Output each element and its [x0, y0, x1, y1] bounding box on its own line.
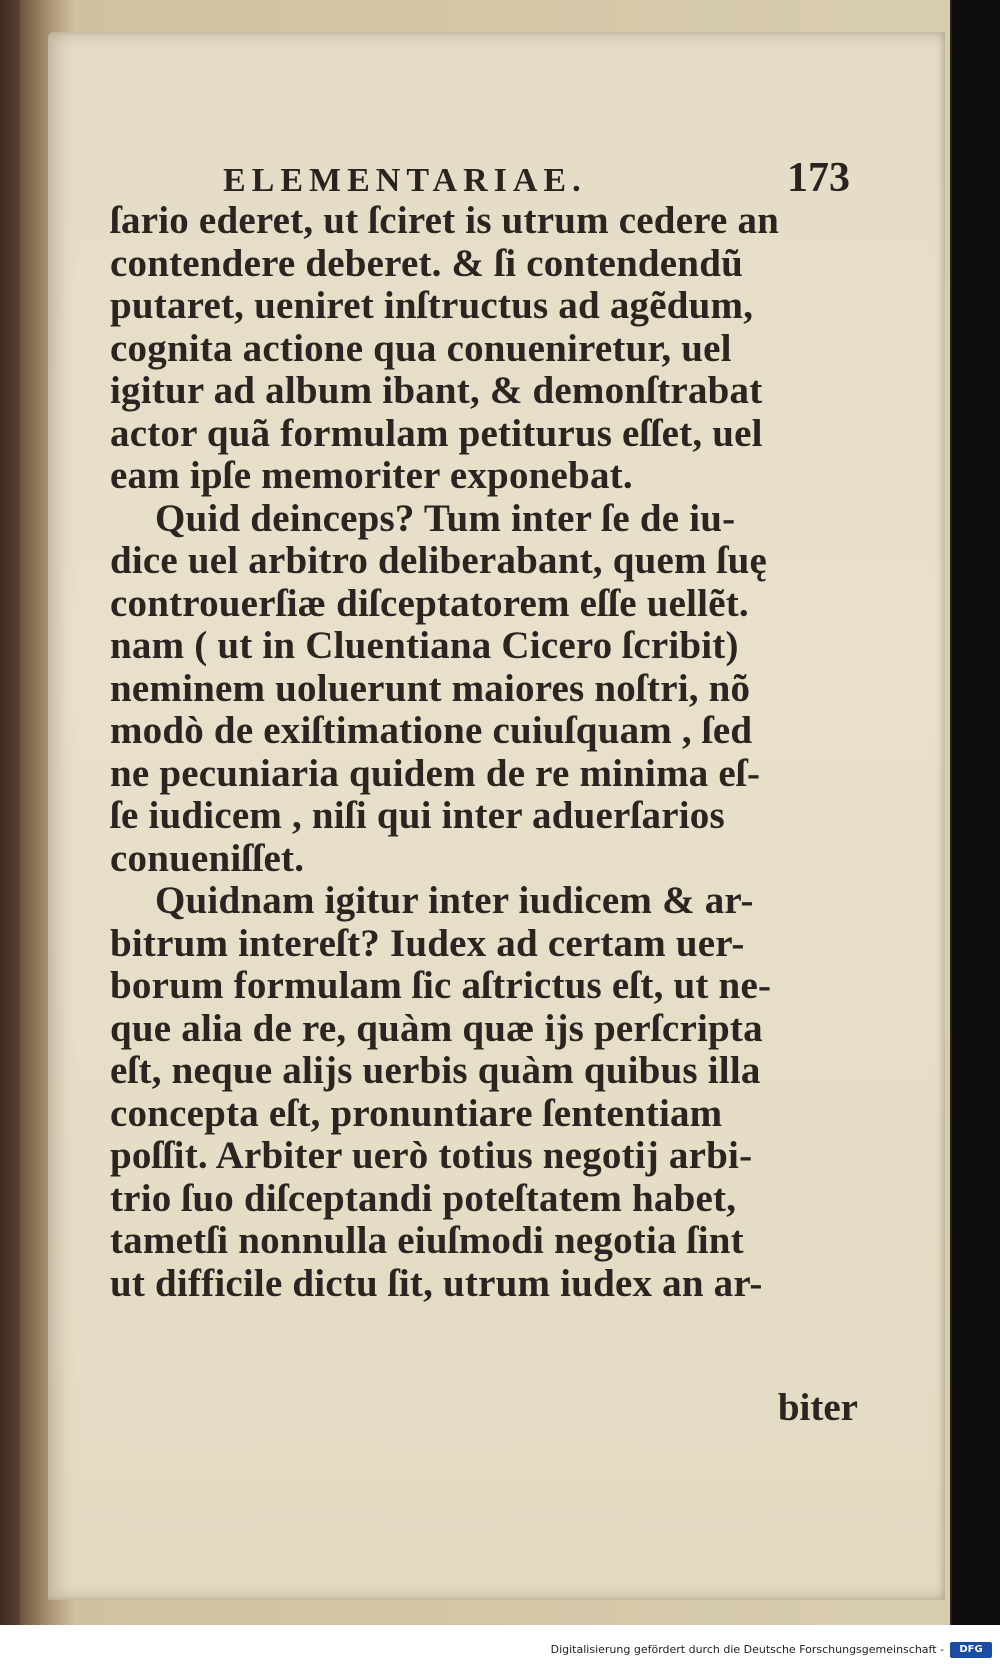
text-line: conueniſſet.: [110, 836, 305, 880]
text-line: actor quã formulam petiturus eſſet, uel: [110, 411, 763, 455]
text-line: dice uel arbitro deliberabant, quem ſuę: [110, 539, 768, 582]
running-title: ELEMENTARIAE.: [223, 162, 587, 199]
digitization-footer: [0, 1625, 1000, 1664]
text-line: que alia de re, quàm quæ ijs perſcripta: [110, 1006, 763, 1050]
text-line: ſe iudicem , niſi qui inter aduerſarios: [110, 794, 725, 837]
dfg-logo: DFG: [950, 1642, 992, 1658]
catchword: biter: [777, 1386, 858, 1429]
text-line: Quid deinceps? Tum inter ſe de iu-: [155, 496, 736, 540]
text-line: borum formulam ſic aſtrictus eſt, ut ne-: [110, 964, 772, 1007]
text-line: igitur ad album ibant, & demonſtrabat: [110, 369, 763, 412]
text-line: Quidnam igitur inter iudicem & ar-: [155, 879, 754, 922]
text-line: cognita actione qua conueniretur, uel: [110, 326, 732, 370]
text-line: controuerſiæ diſceptatorem eſſe uellẽt.: [110, 581, 749, 625]
text-line: putaret, ueniret inſtructus ad agẽdum,: [110, 284, 754, 327]
text-line: poſſit. Arbiter uerò totius negotij arbi-: [110, 1134, 753, 1177]
text-line: trio ſuo diſceptandi poteſtatem habet,: [110, 1176, 737, 1220]
text-line: bitrum intereſt? Iudex ad certam uer-: [110, 921, 745, 965]
text-line: contendere deberet. & ſi contendendũ: [110, 241, 743, 285]
text-line: eam ipſe memoriter exponebat.: [110, 454, 633, 497]
text-line: nam ( ut in Cluentiana Cicero ſcribit): [110, 624, 739, 667]
text-line: ſario ederet, ut ſciret is utrum cedere an: [110, 199, 780, 242]
page-header: [110, 134, 850, 201]
text-line: modò de exiſtimatione cuiuſquam , ſed: [110, 709, 753, 752]
text-line: tametſi nonnulla eiuſmodi negotia ſint: [110, 1219, 744, 1262]
book-page: [48, 32, 945, 1600]
text-line: concepta eſt, pronuntiare ſententiam: [110, 1091, 723, 1135]
page-number: 173: [787, 155, 850, 201]
funding-credit: Digitalisierung gefördert durch die Deutsche Forschungsgemeinschaft -: [550, 1643, 944, 1656]
text-line: ne pecuniaria quidem de re minima eſ-: [110, 751, 761, 795]
text-line: eſt, neque alijs uerbis quàm quibus illa: [110, 1049, 761, 1092]
body-text: [110, 200, 860, 1305]
text-line: neminem uoluerunt maiores noſtri, nõ: [110, 666, 751, 710]
text-line: ut difficile dictu ſit, utrum iudex an ar-: [110, 1261, 763, 1305]
